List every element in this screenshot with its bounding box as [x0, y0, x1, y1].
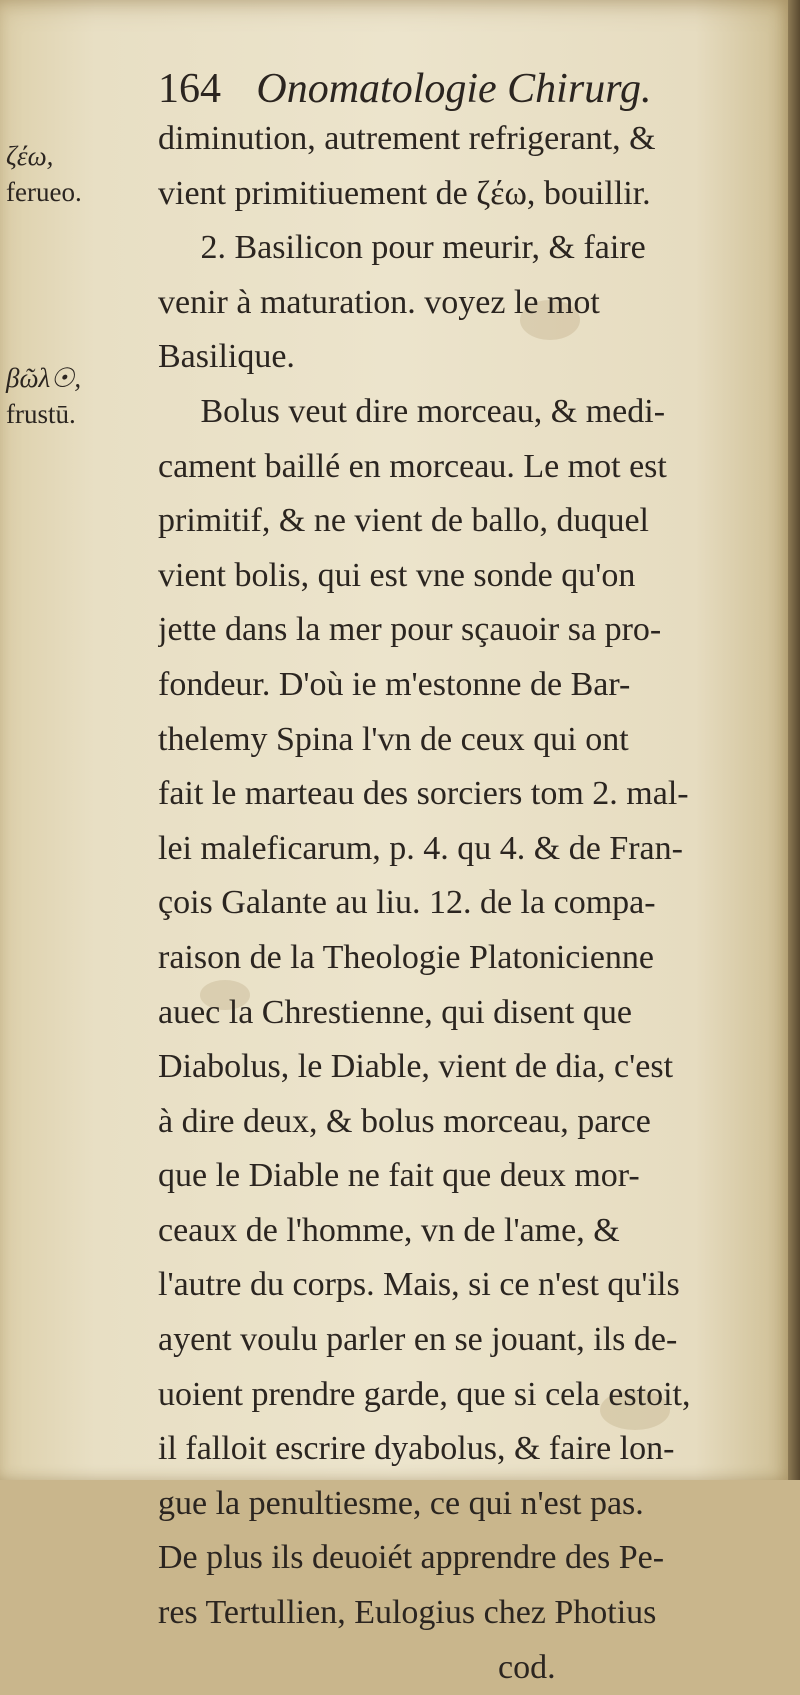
page-edge — [788, 0, 800, 1480]
text-line: raison de la Theologie Platonicienne — [158, 938, 655, 976]
text-line: cod. — [158, 1648, 556, 1686]
body-text — [158, 112, 770, 1695]
text-line: que le Diable ne fait que deux mor- — [158, 1157, 640, 1195]
text-line: lei maleficarum, p. 4. qu 4. & de Fran- — [158, 829, 683, 867]
text-line: Basilique. — [158, 338, 295, 376]
running-title: Onomatologie Chirurg. — [256, 66, 652, 112]
text-line: l'autre du corps. Mais, si ce n'est qu'ils — [158, 1266, 680, 1304]
margin-note-1 — [6, 138, 156, 210]
margin-note-2 — [6, 360, 156, 432]
text-line: primitif, & ne vient de ballo, duquel — [158, 502, 650, 540]
text-line: fondeur. D'où ie m'estonne de Bar- — [158, 665, 631, 703]
text-line: jette dans la mer pour sçauoir sa pro- — [158, 611, 662, 649]
text-line: res Tertullien, Eulogius chez Photius — [158, 1594, 657, 1632]
text-line: gue la penultiesme, ce qui n'est pas. — [158, 1484, 644, 1522]
text-line: cament baillé en morceau. Le mot est — [158, 447, 667, 485]
page-number: 164 — [158, 66, 221, 112]
margin-latin: ferueo. — [6, 177, 82, 207]
text-line: venir à maturation. voyez le mot — [158, 283, 600, 321]
text-line: uoient prendre garde, que si cela estoit, — [158, 1375, 691, 1413]
text-line: De plus ils deuoiét apprendre des Pe- — [158, 1539, 665, 1577]
text-line: thelemy Spina l'vn de ceux qui ont — [158, 720, 629, 758]
text-line: vient primitiuement de ζέω, bouillir. — [158, 174, 651, 212]
text-line: Diabolus, le Diable, vient de dia, c'est — [158, 1048, 674, 1086]
text-line: vient bolis, qui est vne sonde qu'on — [158, 556, 636, 594]
text-line: diminution, autrement refrigerant, & — [158, 120, 656, 157]
text-line: çois Galante au liu. 12. de la compa- — [158, 884, 656, 922]
text-line: 2. Basilicon pour meurir, & faire — [158, 229, 646, 267]
margin-greek: ζέω, — [6, 141, 54, 171]
margin-greek: βῶλ☉, — [6, 363, 82, 393]
text-line: fait le marteau des sorciers tom 2. mal- — [158, 775, 689, 813]
text-line: ceaux de l'homme, vn de l'ame, & — [158, 1211, 620, 1249]
text-line: à dire deux, & bolus morceau, parce — [158, 1102, 651, 1140]
text-line: ayent voulu parler en se jouant, ils de- — [158, 1321, 678, 1359]
text-line: auec la Chrestienne, qui disent que — [158, 993, 632, 1031]
text-line: Bolus veut dire morceau, & medi- — [158, 392, 666, 430]
margin-latin: frustū. — [6, 399, 76, 429]
page-header — [158, 60, 758, 116]
text-line: il falloit escrire dyabolus, & faire lon- — [158, 1430, 675, 1468]
